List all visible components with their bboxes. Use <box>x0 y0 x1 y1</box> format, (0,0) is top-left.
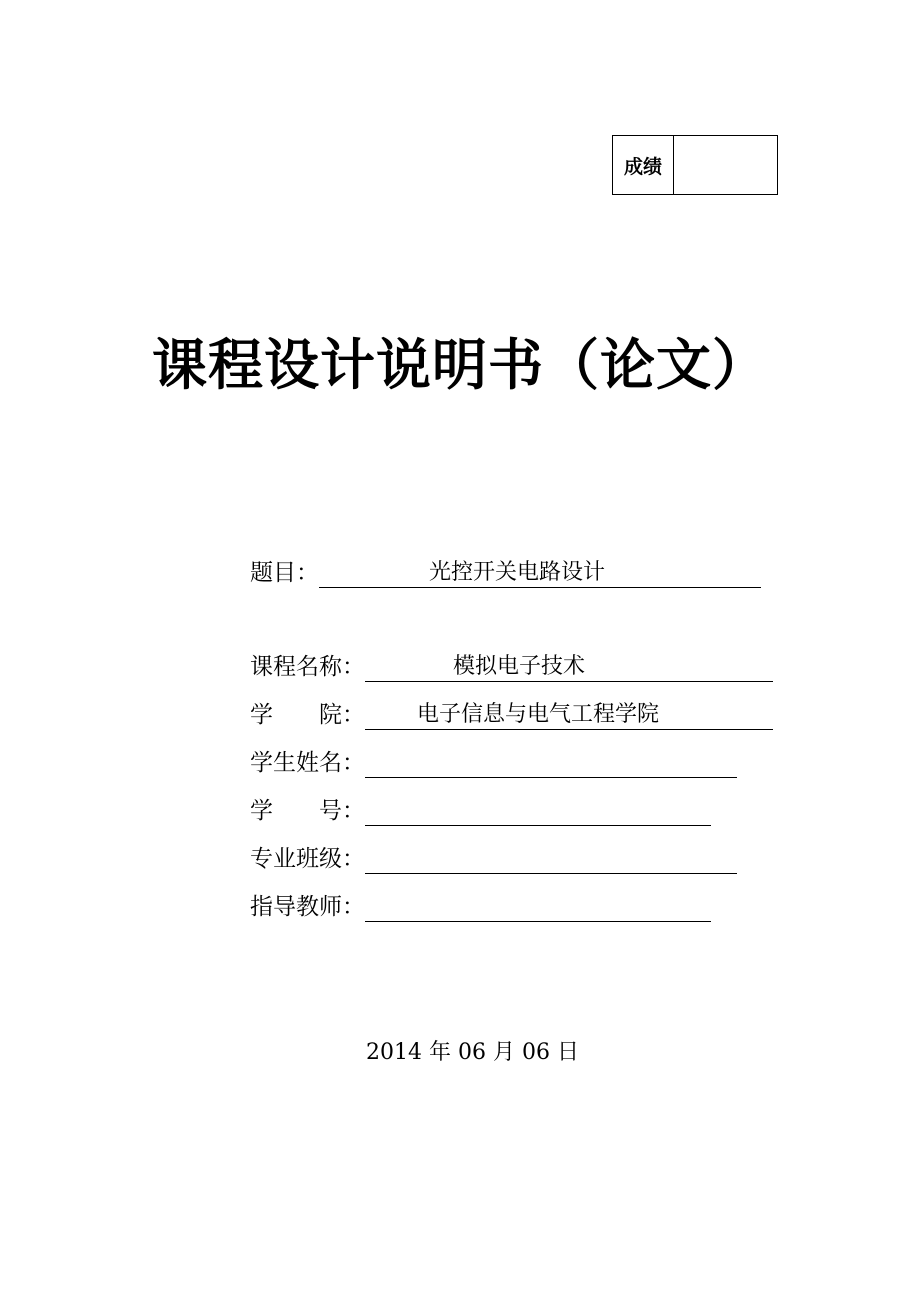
major-class-label: 专业班级： <box>250 846 365 872</box>
college-field <box>250 694 773 730</box>
advisor-field <box>250 886 711 922</box>
document-title: 课程设计说明书（论文） <box>151 333 768 397</box>
advisor-value[interactable] <box>365 892 711 922</box>
topic-value[interactable]: 光控开关电路设计 <box>319 558 761 588</box>
course-value[interactable]: 模拟电子技术 <box>365 652 773 682</box>
course-label: 课程名称： <box>250 654 365 680</box>
topic-field <box>250 552 761 588</box>
student-id-field <box>250 790 711 826</box>
student-id-label: 学 号： <box>250 798 365 824</box>
grade-value[interactable] <box>674 136 777 194</box>
student-name-value[interactable] <box>365 748 737 778</box>
course-field <box>250 646 773 682</box>
grade-box <box>612 135 778 195</box>
topic-label: 题目： <box>250 560 319 586</box>
major-class-value[interactable] <box>365 844 737 874</box>
advisor-label: 指导教师： <box>250 894 365 920</box>
college-value[interactable]: 电子信息与电气工程学院 <box>365 700 773 730</box>
student-name-label: 学生姓名： <box>250 750 365 776</box>
student-name-field <box>250 742 737 778</box>
document-date: 2014 年 06 月 06 日 <box>366 1040 579 1065</box>
college-label: 学 院： <box>250 702 365 728</box>
grade-label: 成绩 <box>613 136 674 194</box>
student-id-value[interactable] <box>365 796 711 826</box>
major-class-field <box>250 838 737 874</box>
